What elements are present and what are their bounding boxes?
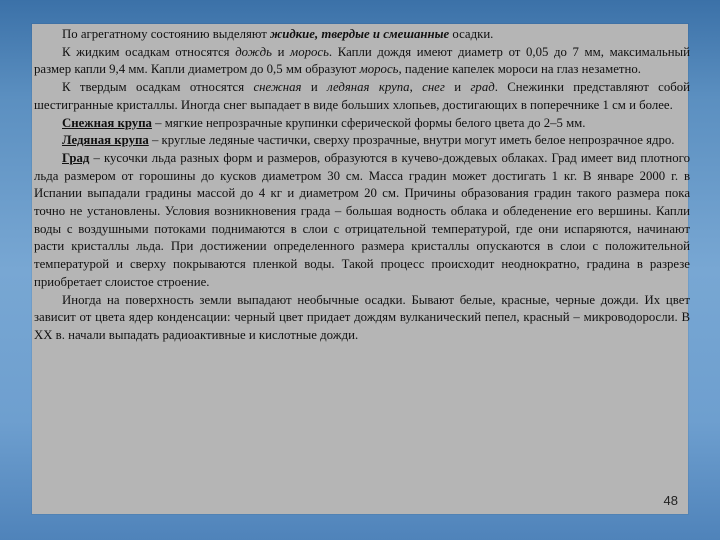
text-run: осадки. — [449, 27, 494, 41]
text-run: и — [301, 80, 328, 95]
paragraph-ice-pellets — [34, 132, 690, 150]
emphasis-text: снежная — [253, 80, 302, 95]
text-run: . Капли дождя имеют диаметр от 0,05 до 7 мм, максимальный размер капли 9,4 мм. Капли диаметром до 0,5 мм образуют — [34, 44, 691, 77]
emphasis-text: ледяная — [327, 80, 370, 95]
text-run: – кусочки льда разных форм и размеров, образуются в кучево-дождевых облаках. Град имеет вид плотного льда размером от горошины до кусков диаметром 30 см. Масса градин может достигать 1 кг. В январе 2000 г. в Испании выпадали градины массой до 4 кг и диаметром 20 см. Причины образования градин такого размера пока точно не установлены. Условия возникновения града – большая водность облака и обледенение его вершины. Капли воды с воздушными потоками поднимаются в слои с отрицательной температурой, где они испаряются, начинают расти кристаллы льда. При достижении определенного размера кристаллы опускаются в слои с положительной температурой и сверху покрываются пленкой воды. Такой процесс происходит неоднократно, градина в разрезе приобретает слоистое строение. — [34, 150, 690, 289]
emphasis-text: крупа — [378, 80, 410, 95]
term-heading: Ледяная крупа — [62, 133, 149, 148]
text-run: – круглые ледяные частички, сверху прозрачные, внутри могут иметь белое непрозрачное ядро. — [148, 133, 675, 148]
document-page — [32, 24, 691, 514]
text-run: и — [444, 80, 471, 95]
emphasis-text: снег — [422, 80, 445, 95]
text-run: падение капелек мороси на глаз незаметно. — [401, 62, 641, 77]
text-run: Иногда на поверхность земли выпадают необычные осадки. Бывают белые, красные, черные дожди. Их цвет зависит от цвета ядер конденсации: черный цвет придает дождям вулканический пепел, красный – микроводоросли. В XX в. начали выпадать радиоактивные и кислотные дожди. — [34, 292, 690, 342]
paragraph-solid-precipitation — [34, 79, 690, 114]
paragraph-snow-pellets — [34, 115, 690, 133]
paragraph-aggregate-state — [34, 26, 690, 44]
term-heading: Снежная крупа — [62, 115, 152, 130]
emphasis-text: морось — [290, 44, 329, 59]
paragraph-liquid-precipitation — [34, 44, 690, 79]
term-heading: Град — [62, 150, 90, 165]
page-number: 48 — [663, 493, 678, 508]
text-run: По агрегатному состоянию выделяют — [62, 27, 271, 41]
emphasis-text: град — [470, 80, 495, 95]
text-run: К твердым осадкам относятся — [62, 80, 254, 95]
paragraph-unusual-rain — [34, 292, 690, 345]
text-run: – мягкие непрозрачные крупинки сферической формы белого цвета до 2–5 мм. — [151, 115, 586, 130]
paragraph-hail — [34, 150, 690, 292]
document-body — [34, 26, 690, 345]
text-run — [369, 80, 378, 94]
text-run: К жидким осадкам относятся — [62, 44, 236, 59]
text-run: , — [409, 80, 423, 95]
text-run: . Снежинки представляют собой шестигранные кристаллы. Иногда снег выпадает в виде больших хлопьев, достигающих в поперечнике 1 см и более. — [34, 80, 691, 112]
text-run: и — [271, 44, 291, 59]
emphasis-text: дождь — [235, 44, 272, 59]
emphasis-text: жидкие, твердые и смешанные — [270, 27, 450, 41]
emphasis-text: морось, — [359, 62, 402, 77]
